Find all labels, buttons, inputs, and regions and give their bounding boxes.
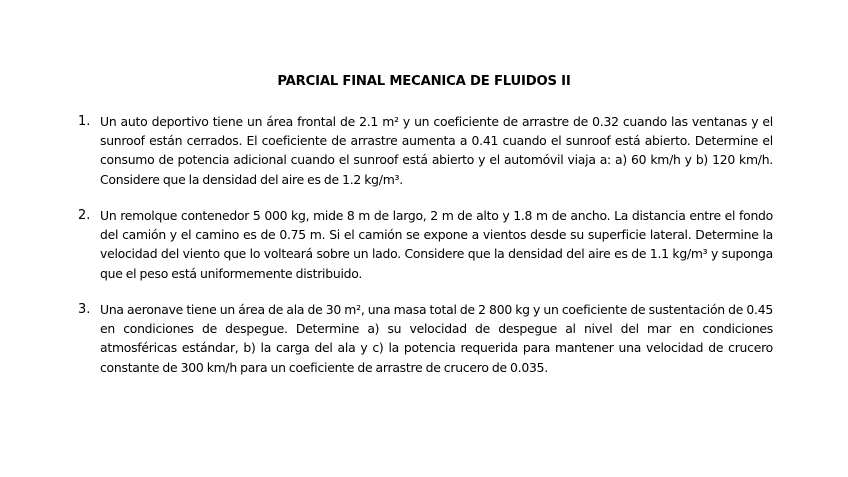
problem-text: Una aeronave tiene un área de ala de 30 m², una masa total de 2 800 kg y un coeficiente de sustentación de 0.45 en condiciones de despegue. Determine a) su velocidad de despegue al nivel del mar en condiciones atmosféricas estándar, b) la carga del ala y c) la potencia requerida para mantener una velocidad de crucero constante de 300 km/h para un coeficiente de arrastre de crucero de 0.035. <box>100 302 773 375</box>
problem-number: 3. <box>78 302 91 317</box>
problem-text: Un remolque contenedor 5 000 kg, mide 8 m de largo, 2 m de alto y 1.8 m de ancho. La distancia entre el fondo del camión y el camino es de 0.75 m. Si el camión se expone a vientos desde su superficie lateral. Determine la velocidad del viento que lo volteará sobre un lado. Considere que la densidad del aire es de 1.1 kg/m³ y suponga que el peso está uniformemente distribuido. <box>100 208 773 281</box>
document-title: PARCIAL FINAL MECANICA DE FLUIDOS II <box>277 74 571 89</box>
problem-text: Un auto deportivo tiene un área frontal de 2.1 m² y un coeficiente de arrastre de 0.32 cuando las ventanas y el sunroof están cerrados. El coeficiente de arrastre aumenta a 0.41 cuando el sunroof está abierto. Determine el consumo de potencia adicional cuando el sunroof está abierto y el automóvil viaja a: a) 60 km/h y b) 120 km/h. Considere que la densidad del aire es de 1.2 kg/m³. <box>100 114 773 187</box>
problem-number: 1. <box>78 114 91 129</box>
problem-number: 2. <box>78 208 91 223</box>
